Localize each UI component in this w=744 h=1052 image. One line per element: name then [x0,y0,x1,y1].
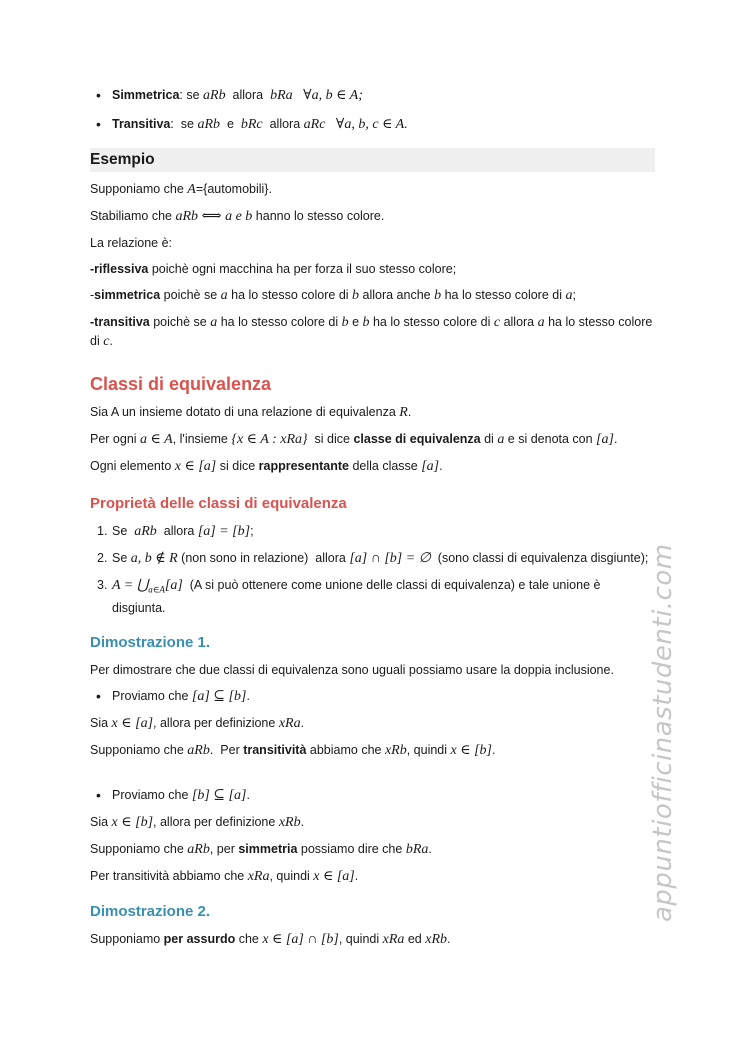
watermark-text: appuntiofficinastudenti.com [648,543,678,922]
dim1-step-2: Supponiamo che aRb. Per transitività abbiamo che xRb, quindi x ∈ [b]. [90,742,496,758]
list-item: • Proviamo che [b] ⊆ [a]. [90,786,655,805]
dim2-step-1: Supponiamo per assurdo che x ∈ [a] ∩ [b], quindi xRa ed xRb. [90,931,451,947]
esempio-line-3: La relazione è: [90,236,173,250]
proprieta-heading: Proprietà delle classi di equivalenza [90,495,347,512]
dim1-step-4: Supponiamo che aRb, per simmetria possiamo dire che bRa. [90,841,432,857]
list-item-transitiva: • Transitiva: se aRb e bRc allora aRc ∀a, b, c ∈ A. [90,115,655,134]
spacer [90,768,655,786]
list-item: • Proviamo che [a] ⊆ [b]. [90,687,655,706]
esempio-line-1: Supponiamo che A={automobili}. [90,182,272,197]
term-simmetrica: Simmetrica [112,88,180,102]
classi-para-1: Sia A un insieme dotato di una relazione di equivalenza R. [90,405,412,420]
dim1-step-5: Per transitività abbiamo che xRa, quindi x ∈ [a]. [90,868,359,884]
proprieta-item-1: 1. Se aRb allora [a] = [b]; [97,524,254,539]
properties-list [90,86,655,134]
term-transitiva: Transitiva [112,117,171,131]
esempio-line-simmetrica: -simmetrica poichè se a ha lo stesso colore di b allora anche b ha lo stesso colore di a; [90,288,576,303]
esempio-line-transitiva: -transitiva poichè se a ha lo stesso colore di b e b ha lo stesso colore di c allora a ha lo stesso colore di c. [90,315,653,349]
proprieta-list [90,522,655,617]
dim1-bullet-2 [90,786,655,805]
dim1-intro: Per dimostrare che due classi di equivalenza sono uguali possiamo usare la doppia inclusione. [90,662,614,677]
dim2-heading: Dimostrazione 2. [90,902,211,920]
list-item-simmetrica: • Simmetrica: se aRb allora bRa ∀a, b ∈ A; [90,86,655,105]
esempio-heading: Esempio [90,148,655,172]
document-page [90,86,655,957]
classi-para-2: Per ogni a ∈ A, l'insieme {x ∈ A : xRa} si dice classe di equivalenza di a e si denota con [a]. [90,432,618,447]
proprieta-item-2: 2. Se a, b ∉ R (non sono in relazione) allora [a] ∩ [b] = ∅ (sono classi di equivalenza disgiunte); [97,551,649,566]
esempio-line-2: Stabiliamo che aRb ⟺ a e b hanno lo stesso colore. [90,209,385,224]
proprieta-item-3: 3. $A = ⋃_{a\in A}[a]$ (A si può ottenere come unione delle classi di equivalenza) e tale unione è disgiunta. [97,578,604,615]
dim1-step-3: Sia x ∈ [b], allora per definizione xRb. [90,814,305,830]
dim1-step-1: Sia x ∈ [a], allora per definizione xRa. [90,715,305,731]
dim1-bullet-1 [90,687,655,706]
esempio-line-riflessiva: -riflessiva poichè ogni macchina ha per forza il suo stesso colore; [90,262,457,276]
classi-para-3: Ogni elemento x ∈ [a] si dice rappresentante della classe [a]. [90,459,443,474]
dim1-heading: Dimostrazione 1. [90,633,211,651]
classi-heading: Classi di equivalenza [90,374,272,394]
